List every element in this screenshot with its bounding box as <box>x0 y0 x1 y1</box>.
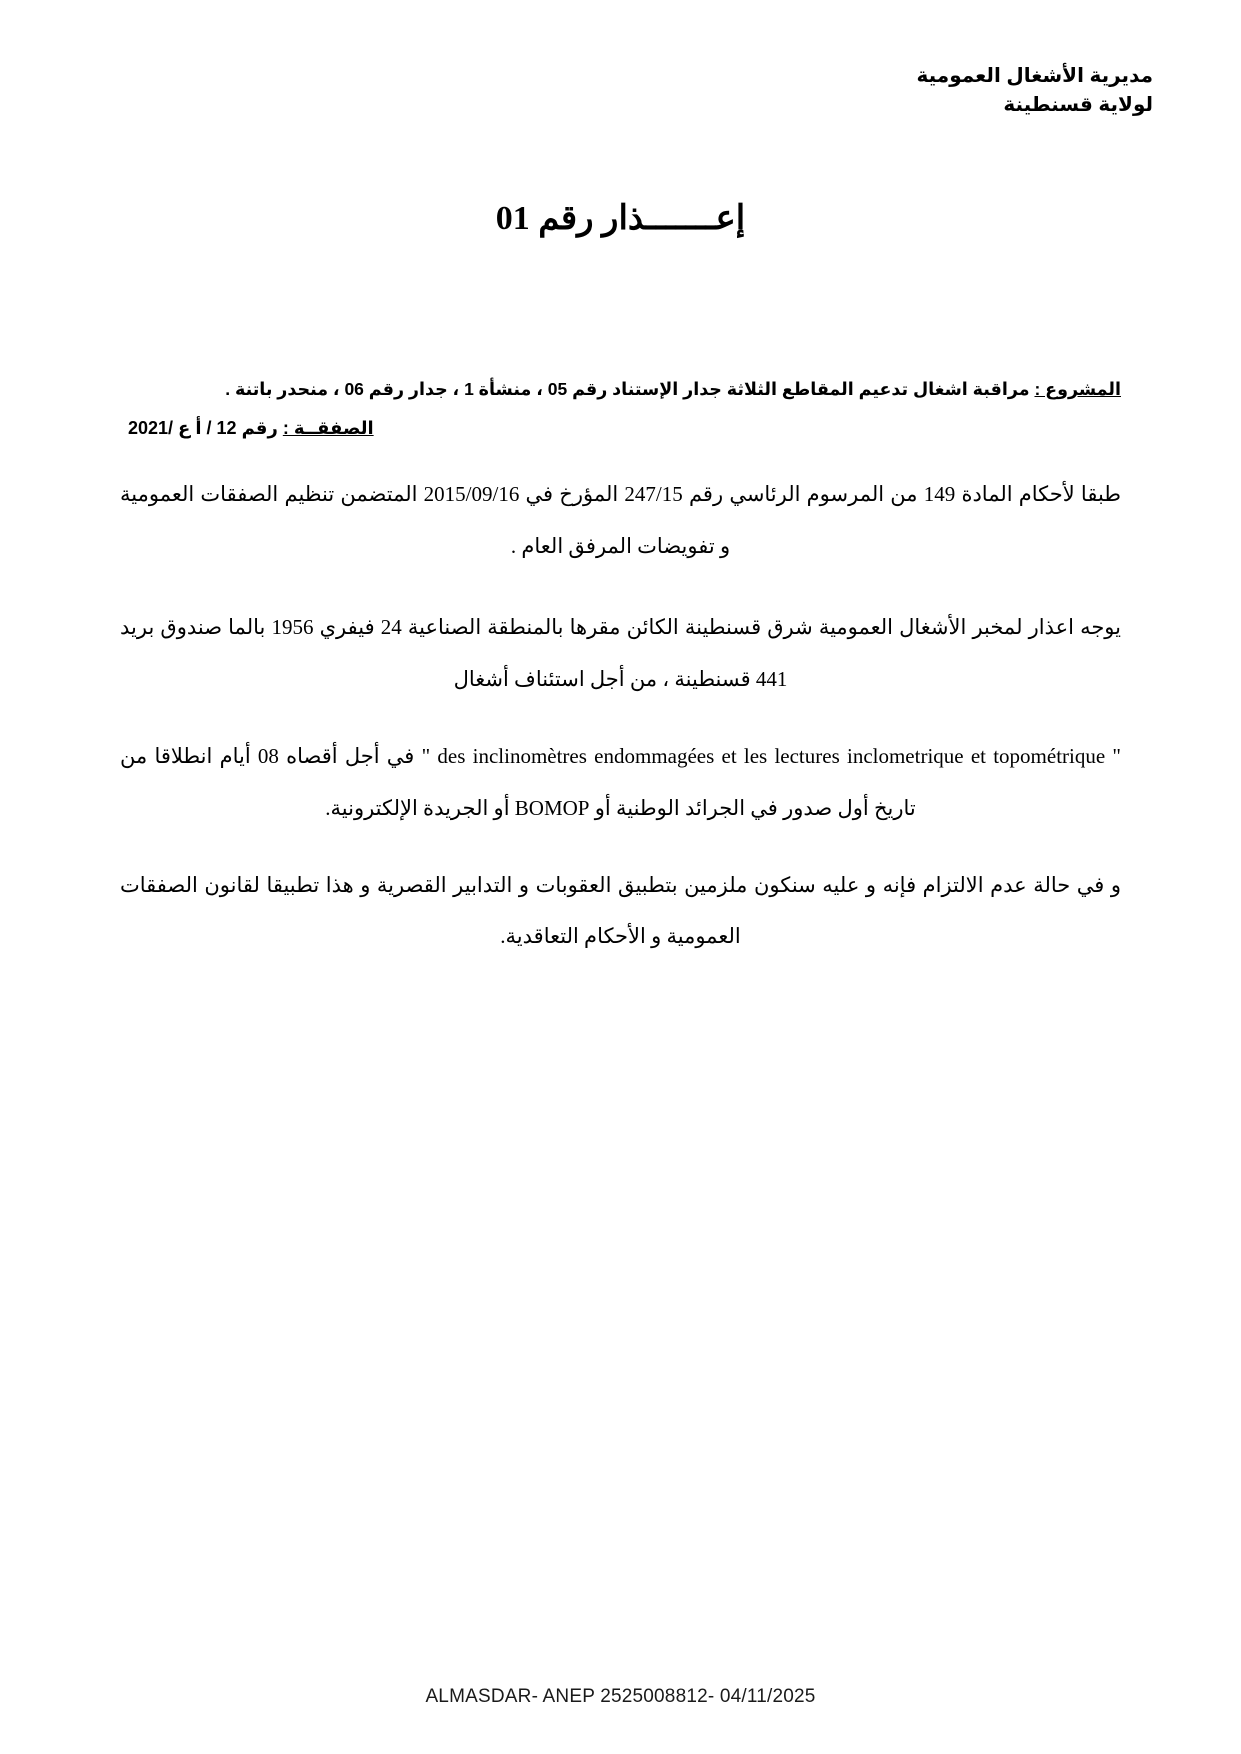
contract-label: الصفقــة : <box>282 417 374 438</box>
notice-text-part-2: ، من أجل استئناف أشغال <box>453 666 675 691</box>
project-label: المشروع : <box>1034 379 1121 399</box>
document-title: إعـــــــذار رقم 01 <box>495 200 746 237</box>
contract-line <box>120 413 1121 444</box>
paragraph-legal-basis: طبقا لأحكام المادة 149 من المرسوم الرئاسي رقم 247/15 المؤرخ في 2015/09/16 المتضمن تنظيم الصفقات العمومية و تفويضات المرفق العام . <box>120 482 1122 558</box>
project-text: مراقبة اشغال تدعيم المقاطع الثلاثة جدار الإستناد رقم 05 ، منشأة 1 ، جدار رقم 06 ، منحدر باتنة . <box>225 379 1035 399</box>
letterhead-line-1: مديرية الأشغال العمومية <box>916 65 1153 87</box>
project-line <box>120 375 1121 405</box>
french-quote: " des inclinomètres endommagées et les lectures inclometrique et topométrique " <box>421 744 1122 769</box>
notice-address-bold: 24 فيفري 1956 بالما صندوق بريد 441 قسنطينة <box>120 615 788 691</box>
document-body <box>120 375 1121 963</box>
paragraph-notice <box>120 602 1121 705</box>
paragraph-scope <box>120 731 1121 834</box>
footer-reference: ALMASDAR- ANEP 2525008812- 04/11/2025 <box>425 1686 816 1707</box>
notice-text-part-3: في أجل أقصاه 08 أيام انطلاقا من تاريخ أول صدور في الجرائد الوطنية أو BOMOP أو الجريدة الإلكترونية. <box>120 744 916 820</box>
paragraph-warning: و في حالة عدم الالتزام فإنه و عليه سنكون ملزمين بتطبيق العقوبات و التدابير القصرية و هذا تطبيقا لقانون الصفقات العمومية و الأحكام التعاقدية. <box>120 872 1121 949</box>
letterhead-line-2: لولاية قسنطينة <box>1003 94 1153 116</box>
letterhead <box>917 62 1153 120</box>
contract-text: رقم 12 / أ ع /2021 <box>128 417 283 438</box>
notice-text-part-1: يوجه اعذار لمخبر الأشغال العمومية شرق قسنطينة الكائن مقرها بالمنطقة الصناعية <box>401 615 1121 640</box>
